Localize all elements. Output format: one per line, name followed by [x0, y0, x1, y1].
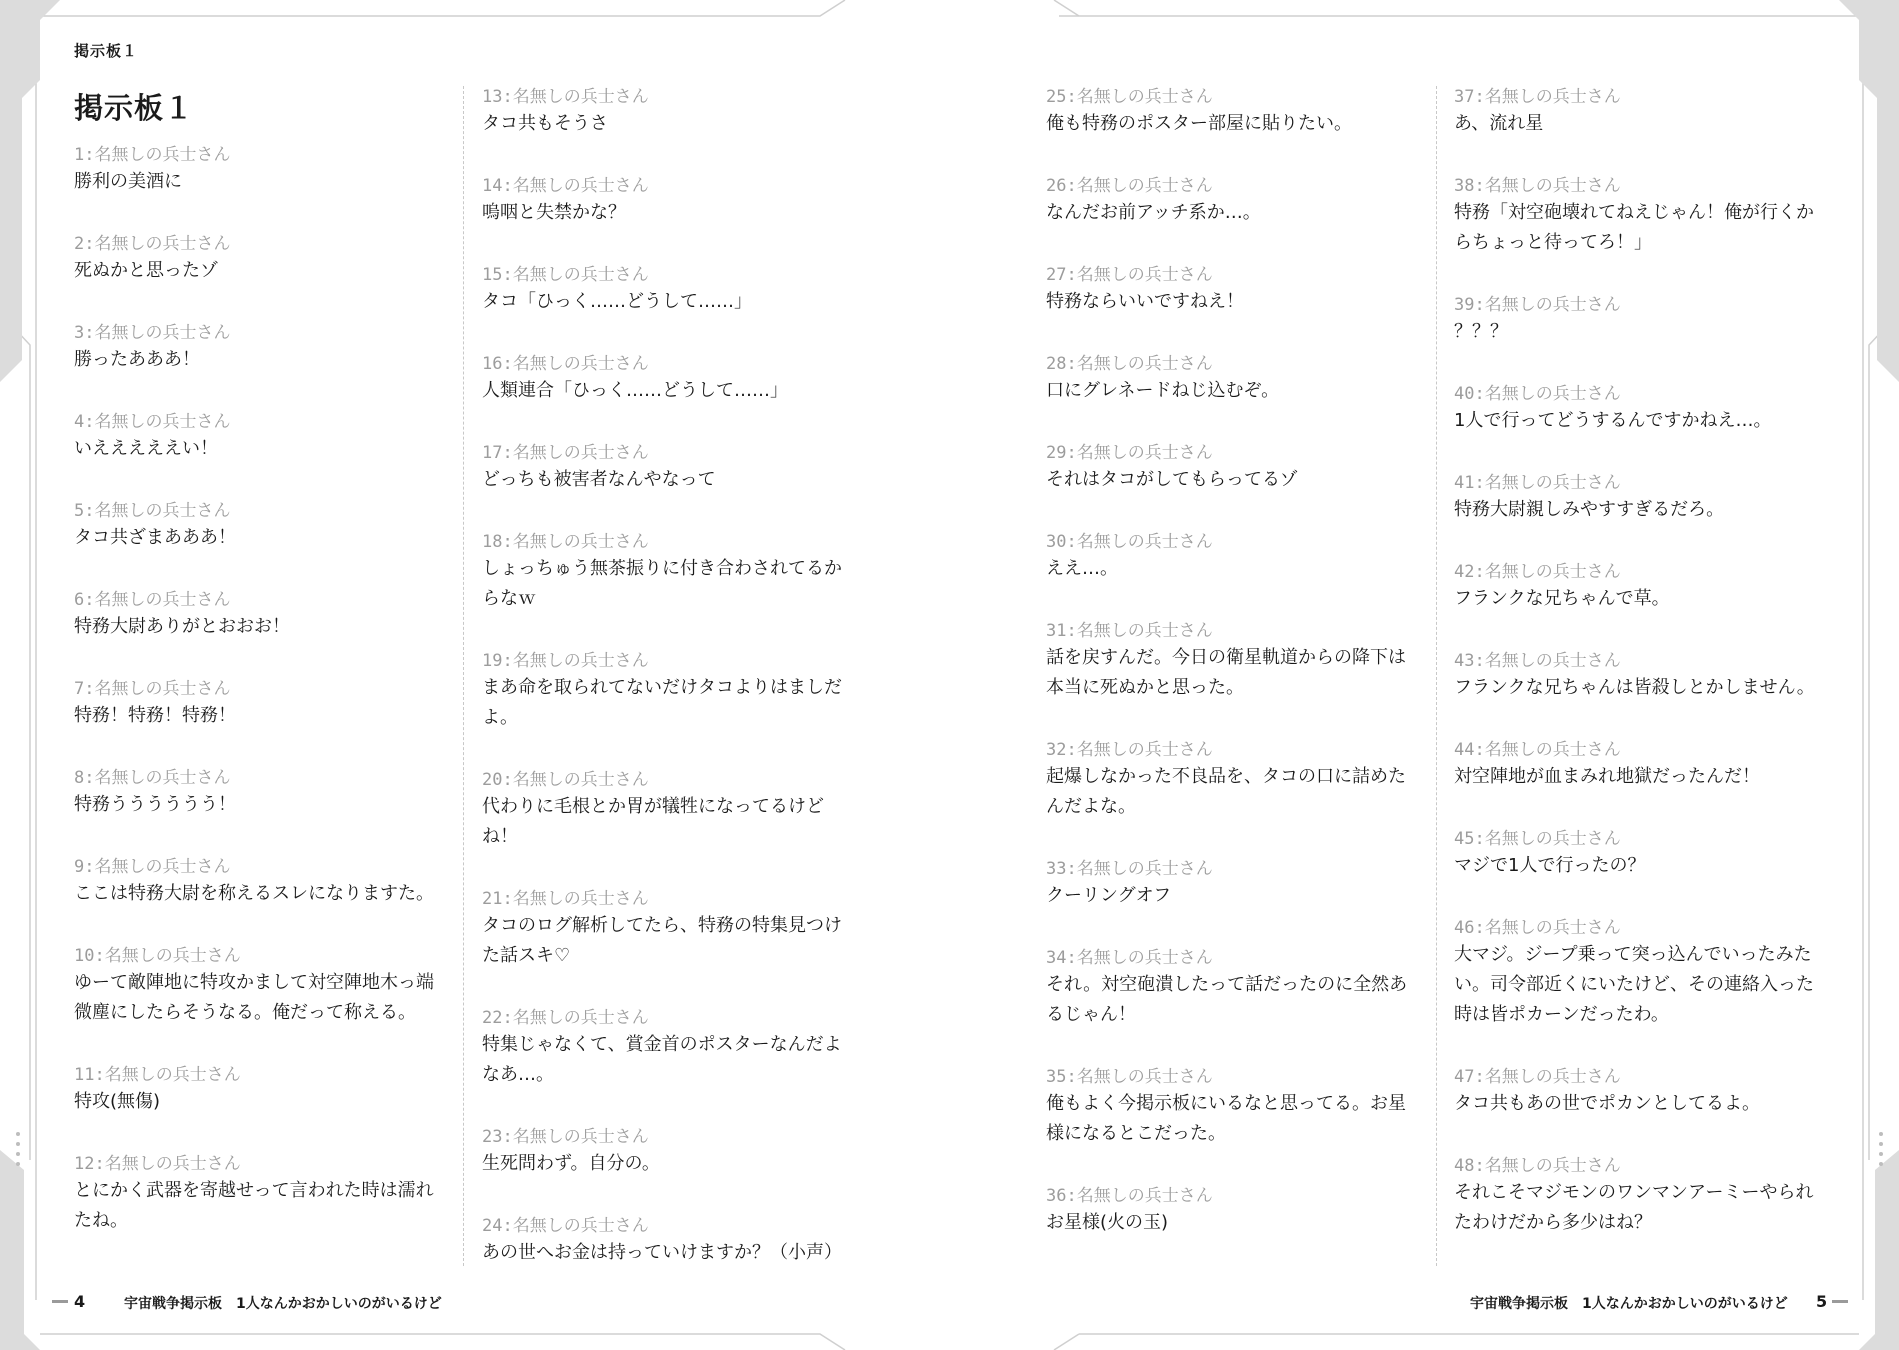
- post-header: 21:名無しの兵士さん: [482, 889, 649, 909]
- post-line: 俺も特務のポスター部屋に貼りたい。: [1046, 113, 1352, 134]
- post-line: らなｗ: [482, 588, 536, 609]
- post-line: ええ…。: [1046, 558, 1118, 579]
- post: [482, 649, 882, 733]
- post-line: しょっちゅう無茶振りに付き合わされてるか: [482, 558, 842, 579]
- post-line: 嗚咽と失禁かな？: [482, 202, 626, 223]
- post-header: 16:名無しの兵士さん: [482, 354, 649, 374]
- post-line: マジで1人で行ったの？: [1454, 855, 1646, 876]
- post-body: [1046, 198, 1446, 228]
- post-line: 特務「対空砲壊れてねえじゃん！俺が行くか: [1454, 202, 1814, 223]
- post-header: 2:名無しの兵士さん: [74, 234, 231, 254]
- post-body: [74, 968, 474, 1028]
- post: [74, 1152, 474, 1236]
- post: [482, 1214, 882, 1268]
- post-line: 代わりに毛根とか胃が犠牲になってるけど: [482, 796, 824, 817]
- post-header: 47:名無しの兵士さん: [1454, 1067, 1621, 1087]
- post-line: らちょっと待ってろ！」: [1454, 232, 1652, 253]
- post-line: お星様(火の玉): [1046, 1212, 1169, 1233]
- post-line: それこそマジモンのワンマンアーミーやられ: [1454, 1182, 1814, 1203]
- post-line: どっちも被害者なんやなって: [482, 469, 716, 490]
- post-line: いえええええい！: [74, 438, 218, 459]
- post-header: 13:名無しの兵士さん: [482, 87, 649, 107]
- post-header: 45:名無しの兵士さん: [1454, 829, 1621, 849]
- post: [1046, 263, 1446, 317]
- post-body: [1046, 465, 1446, 495]
- post-line: 1人で行ってどうするんですかねえ…。: [1454, 410, 1772, 431]
- post-body: [482, 109, 882, 139]
- post-body: [1454, 406, 1854, 436]
- post-line: あ、流れ星: [1454, 113, 1544, 134]
- post-line: 特攻(無傷): [74, 1091, 161, 1112]
- post-header: 35:名無しの兵士さん: [1046, 1067, 1213, 1087]
- post-body: [1046, 554, 1446, 584]
- post-line: なんだお前アッチ系か…。: [1046, 202, 1261, 223]
- post: [482, 768, 882, 852]
- post: [74, 143, 474, 197]
- post-line: タコ共ざまあああ！: [74, 527, 236, 548]
- book-title-footer: 宇宙戦争掲示板 1人なんかおかしいのがいるけど: [1470, 1296, 1788, 1312]
- post-body: [1046, 970, 1446, 1030]
- post: [1046, 85, 1446, 139]
- post-line: タコのログ解析してたら、特務の特集見つけ: [482, 915, 842, 936]
- post: [1454, 649, 1854, 703]
- post-line: まあ命を取られてないだけタコよりはましだ: [482, 677, 842, 698]
- post-header: 9:名無しの兵士さん: [74, 857, 231, 877]
- post-header: 1:名無しの兵士さん: [74, 145, 231, 165]
- post-header: 42:名無しの兵士さん: [1454, 562, 1621, 582]
- post-body: [482, 1030, 882, 1090]
- post-line: 俺もよく今掲示板にいるなと思ってる。お星: [1046, 1093, 1406, 1114]
- post-body: [482, 673, 882, 733]
- post: [1454, 827, 1854, 881]
- post: [74, 588, 474, 642]
- post-line: それはタコがしてもらってるゾ: [1046, 469, 1298, 490]
- post-line: 話を戻すんだ。今日の衛星軌道からの降下は: [1046, 647, 1406, 668]
- post-header: 3:名無しの兵士さん: [74, 323, 231, 343]
- post-line: それ。対空砲潰したって話だったのに全然あ: [1046, 974, 1408, 995]
- post-header: 10:名無しの兵士さん: [74, 946, 241, 966]
- post: [482, 1125, 882, 1179]
- post: [482, 441, 882, 495]
- post: [482, 1006, 882, 1090]
- post-body: [482, 287, 882, 317]
- post-body: [1046, 109, 1446, 139]
- post-header: 29:名無しの兵士さん: [1046, 443, 1213, 463]
- post-header: 18:名無しの兵士さん: [482, 532, 649, 552]
- post-line: フランクな兄ちゃんは皆殺しとかしません。: [1454, 677, 1815, 698]
- post: [1454, 1065, 1854, 1119]
- post-header: 5:名無しの兵士さん: [74, 501, 231, 521]
- post-line: 微塵にしたらそうなる。俺だって称える。: [74, 1002, 416, 1023]
- post-header: 4:名無しの兵士さん: [74, 412, 231, 432]
- post: [1046, 619, 1446, 703]
- post-line: 本当に死ぬかと思った。: [1046, 677, 1244, 698]
- post-header: 23:名無しの兵士さん: [482, 1127, 649, 1147]
- post: [482, 263, 882, 317]
- post-header: 41:名無しの兵士さん: [1454, 473, 1621, 493]
- post: [1046, 174, 1446, 228]
- post-line: 大マジ。ジープ乗って突っ込んでいったみた: [1454, 944, 1812, 965]
- post: [1046, 1065, 1446, 1149]
- post-line: 人類連合「ひっく……どうして……」: [482, 380, 788, 401]
- post: [1454, 916, 1854, 1030]
- post-line: ゆーて敵陣地に特攻かまして対空陣地木っ端: [74, 972, 434, 993]
- post-body: [74, 1176, 474, 1236]
- post-line: た話スキ♡: [482, 945, 571, 966]
- post-body: [74, 345, 474, 375]
- post-header: 30:名無しの兵士さん: [1046, 532, 1213, 552]
- post-header: 24:名無しの兵士さん: [482, 1216, 649, 1236]
- post-header: 43:名無しの兵士さん: [1454, 651, 1621, 671]
- post-body: [74, 701, 474, 731]
- post-header: 11:名無しの兵士さん: [74, 1065, 241, 1085]
- post-header: 25:名無しの兵士さん: [1046, 87, 1213, 107]
- post-body: [482, 1238, 882, 1268]
- post-body: [1046, 1089, 1446, 1149]
- post-body: [74, 790, 474, 820]
- post-body: [482, 911, 882, 971]
- post-body: [1454, 851, 1854, 881]
- post: [1046, 352, 1446, 406]
- post: [1046, 946, 1446, 1030]
- post-header: 37:名無しの兵士さん: [1454, 87, 1621, 107]
- post-body: [1454, 317, 1854, 347]
- post-line: クーリングオフ: [1046, 885, 1172, 906]
- post-line: 勝利の美酒に: [74, 171, 182, 192]
- post-line: 口にグレネードねじ込むぞ。: [1046, 380, 1280, 401]
- running-head: 掲示板１: [74, 42, 139, 60]
- post: [74, 855, 474, 909]
- post-body: [1454, 1178, 1854, 1238]
- post: [482, 530, 882, 614]
- post-header: 38:名無しの兵士さん: [1454, 176, 1621, 196]
- post: [482, 887, 882, 971]
- post-body: [1454, 495, 1854, 525]
- post-body: [74, 612, 474, 642]
- post: [482, 85, 882, 139]
- post-line: 起爆しなかった不良品を、タコの口に詰めた: [1046, 766, 1406, 787]
- post-header: 31:名無しの兵士さん: [1046, 621, 1213, 641]
- post-body: [482, 1149, 882, 1179]
- post-line: タコ共もそうさ: [482, 113, 608, 134]
- post-body: [1454, 109, 1854, 139]
- post-line: 時は皆ポカーンだったわ。: [1454, 1004, 1669, 1025]
- post-line: 様になるとこだった。: [1046, 1123, 1226, 1144]
- left-page: [0, 0, 949, 1350]
- post-line: タコ「ひっく……どうして……」: [482, 291, 752, 312]
- post-header: 15:名無しの兵士さん: [482, 265, 649, 285]
- post-line: 死ぬかと思ったゾ: [74, 260, 218, 281]
- post-header: 8:名無しの兵士さん: [74, 768, 231, 788]
- post: [74, 321, 474, 375]
- post-header: 14:名無しの兵士さん: [482, 176, 649, 196]
- post: [74, 410, 474, 464]
- post: [1454, 293, 1854, 347]
- post-body: [1046, 376, 1446, 406]
- post-line: 生死問わず。自分の。: [482, 1153, 660, 1174]
- post-body: [1046, 287, 1446, 317]
- page-title: 掲示板１: [74, 91, 195, 125]
- post-header: 28:名無しの兵士さん: [1046, 354, 1213, 374]
- post-line: 特務大尉親しみやすすぎるだろ。: [1454, 499, 1725, 520]
- post-header: 33:名無しの兵士さん: [1046, 859, 1213, 879]
- post-body: [1046, 643, 1446, 703]
- post-header: 20:名無しの兵士さん: [482, 770, 649, 790]
- book-title-footer: 宇宙戦争掲示板 1人なんかおかしいのがいるけど: [124, 1296, 442, 1312]
- post-body: [1046, 881, 1446, 911]
- post-body: [482, 198, 882, 228]
- post: [74, 1063, 474, 1117]
- post-header: 39:名無しの兵士さん: [1454, 295, 1621, 315]
- post-body: [1454, 1089, 1854, 1119]
- post-line: なあ…。: [482, 1064, 554, 1085]
- post-body: [1454, 940, 1854, 1030]
- post: [74, 944, 474, 1028]
- post-line: 対空陣地が血まみれ地獄だったんだ！: [1454, 766, 1760, 787]
- post-body: [74, 879, 474, 909]
- post: [1454, 382, 1854, 436]
- post-body: [482, 465, 882, 495]
- post-header: 40:名無しの兵士さん: [1454, 384, 1621, 404]
- post-line: んだよな。: [1046, 796, 1136, 817]
- page-number: 5: [1816, 1292, 1828, 1311]
- post: [482, 174, 882, 228]
- post: [74, 766, 474, 820]
- post: [74, 232, 474, 286]
- post-body: [74, 523, 474, 553]
- post: [482, 352, 882, 406]
- post-body: [1454, 198, 1854, 258]
- post-line: とにかく武器を寄越せって言われた時は濡れ: [74, 1180, 434, 1201]
- post: [1454, 174, 1854, 258]
- post-line: 特務うううううう！: [74, 794, 236, 815]
- post-line: たね。: [74, 1210, 128, 1231]
- post-line: 特務大尉ありがとおおお！: [74, 616, 290, 637]
- post-header: 48:名無しの兵士さん: [1454, 1156, 1621, 1176]
- post-header: 6:名無しの兵士さん: [74, 590, 231, 610]
- post: [1046, 441, 1446, 495]
- post: [74, 499, 474, 553]
- post-line: たわけだから多少はね？: [1454, 1212, 1652, 1233]
- post-line: 特務！特務！特務！: [74, 705, 236, 726]
- post: [1454, 471, 1854, 525]
- post-header: 36:名無しの兵士さん: [1046, 1186, 1213, 1206]
- post-line: 特務ならいいですねえ！: [1046, 291, 1244, 312]
- post-body: [74, 256, 474, 286]
- post: [1046, 738, 1446, 822]
- post-header: 32:名無しの兵士さん: [1046, 740, 1213, 760]
- post-header: 46:名無しの兵士さん: [1454, 918, 1621, 938]
- post-line: よ。: [482, 707, 518, 728]
- post-header: 34:名無しの兵士さん: [1046, 948, 1213, 968]
- post-body: [1046, 1208, 1446, 1238]
- post: [1454, 560, 1854, 614]
- page-number: 4: [74, 1292, 86, 1311]
- post-line: タコ共もあの世でポカンとしてるよ。: [1454, 1093, 1760, 1114]
- post-body: [482, 792, 882, 852]
- post-line: るじゃん！: [1046, 1004, 1136, 1025]
- post: [74, 677, 474, 731]
- post: [1046, 857, 1446, 911]
- post: [1454, 1154, 1854, 1238]
- post-body: [74, 1087, 474, 1117]
- post-body: [74, 167, 474, 197]
- post: [1046, 1184, 1446, 1238]
- post-line: い。司令部近くにいたけど、その連絡入った: [1454, 974, 1814, 995]
- post-body: [1046, 762, 1446, 822]
- post-line: あの世へお金は持っていけますか？（小声）: [482, 1242, 842, 1263]
- post-body: [482, 376, 882, 406]
- post-body: [482, 554, 882, 614]
- right-page: [950, 0, 1899, 1350]
- post: [1046, 530, 1446, 584]
- post-line: ？？？: [1454, 321, 1508, 342]
- post-header: 44:名無しの兵士さん: [1454, 740, 1621, 760]
- post-line: ここは特務大尉を称えるスレになりますた。: [74, 883, 434, 904]
- post-line: ね！: [482, 826, 518, 847]
- post-header: 26:名無しの兵士さん: [1046, 176, 1213, 196]
- post-line: 勝ったあああ！: [74, 349, 200, 370]
- post: [1454, 85, 1854, 139]
- post-header: 12:名無しの兵士さん: [74, 1154, 241, 1174]
- post-line: フランクな兄ちゃんで草。: [1454, 588, 1670, 609]
- post-header: 19:名無しの兵士さん: [482, 651, 649, 671]
- post-body: [1454, 584, 1854, 614]
- post-header: 17:名無しの兵士さん: [482, 443, 649, 463]
- post-body: [1454, 762, 1854, 792]
- post: [1454, 738, 1854, 792]
- post-header: 22:名無しの兵士さん: [482, 1008, 649, 1028]
- post-body: [74, 434, 474, 464]
- post-body: [1454, 673, 1854, 703]
- post-line: 特集じゃなくて、賞金首のポスターなんだよ: [482, 1034, 842, 1055]
- post-header: 27:名無しの兵士さん: [1046, 265, 1213, 285]
- post-header: 7:名無しの兵士さん: [74, 679, 231, 699]
